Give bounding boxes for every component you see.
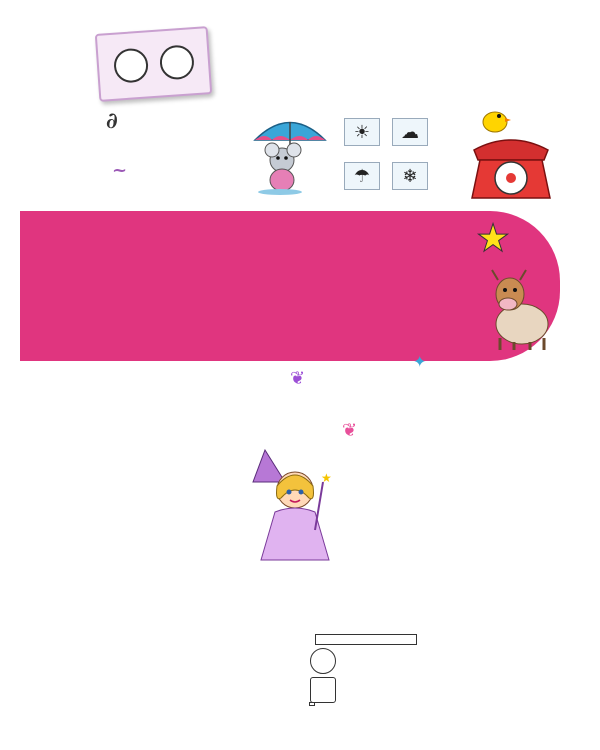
bird-icon: ✦ [413,354,427,371]
card-letter-g [158,44,194,80]
age-rating-0 [310,648,336,674]
barcode [424,629,554,699]
cloud-icon: ☁ [392,118,428,146]
fairy-girl-illustration [243,442,349,564]
imprint-block [63,375,348,415]
tilde-icon: ~ [112,160,128,181]
telephone-illustration [466,132,556,202]
slanted-e-icon: ∂ [106,108,118,134]
snow-icon: ❄ [392,162,428,190]
chick-illustration [478,104,512,134]
mouse-umbrella-illustration [250,110,330,195]
sun-icon: ☀ [344,118,380,146]
svg-text:★: ★ [321,471,332,485]
yellow-star-icon: ★ [476,218,511,260]
join-us-label [315,634,417,645]
weather-cards [340,118,436,210]
card-letter-v [112,47,148,83]
rain-icon: ☂ [344,162,380,190]
top-tile-border [0,0,600,22]
eac-mark [309,702,315,706]
cow-illustration [480,262,564,352]
letter-card [95,26,212,102]
age-rating-6 [310,677,336,703]
butterfly-icon: ❦ [290,368,306,388]
butterfly-icon: ❦ [342,420,358,440]
